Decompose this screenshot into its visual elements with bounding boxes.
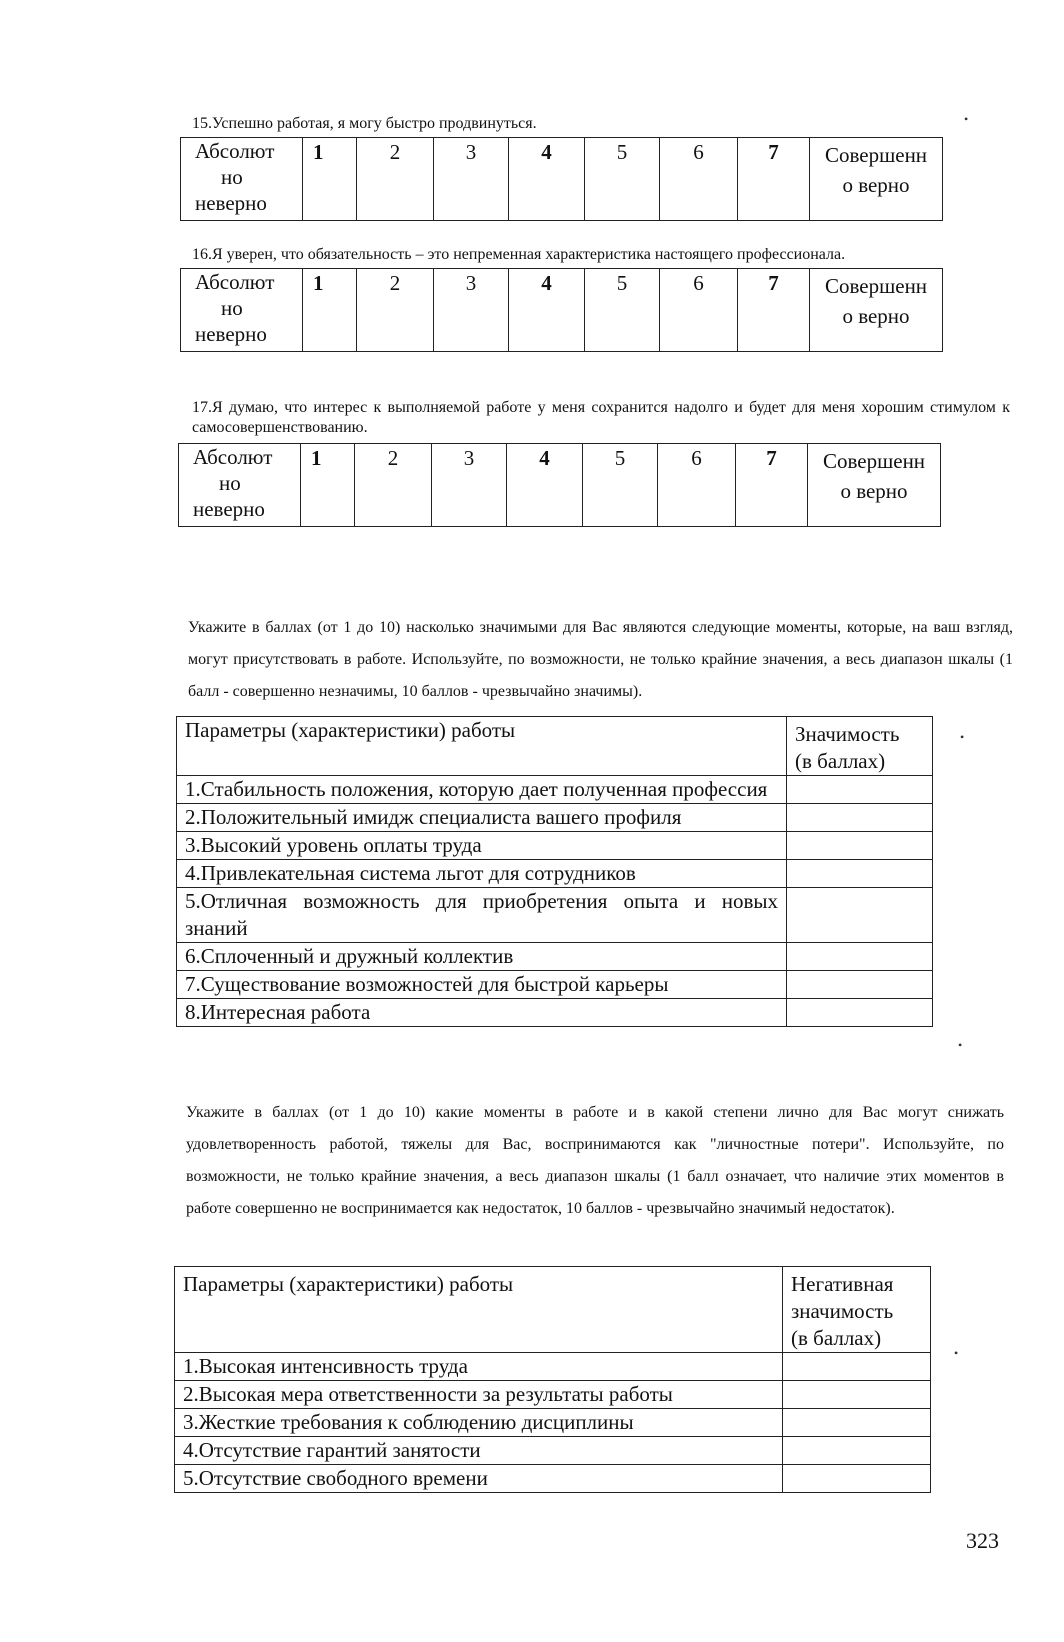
score-cell[interactable] [787,804,933,832]
scale-option-1[interactable]: 1 [303,138,357,221]
score-cell[interactable] [787,999,933,1027]
table-row [175,1437,931,1465]
scale-left-label: Абсолют но неверно [181,138,303,221]
scan-speck: • [958,1038,963,1052]
scan-speck: • [960,730,965,744]
scale-option-1[interactable]: 1 [303,269,357,352]
scale-right-label: Совершенн о верно [808,444,941,527]
scale-option-7[interactable]: 7 [738,138,810,221]
row-label: 6.Сплоченный и дружный коллектив [177,943,787,971]
table-row [175,1465,931,1493]
likert-table-15 [180,137,943,221]
section1-instruction: Укажите в баллах (от 1 до 10) насколько значимыми для Вас являются следующие моменты, которые, на ваш взгляд, могут присутствовать в работе. Используйте, по возможности, не только крайние значения, а весь диапазон шкалы (1 балл - совершенно незначимы, 10 баллов - чрезвычайно значимы). [188,619,1013,700]
table-row [177,804,933,832]
table-row [175,1381,931,1409]
scale-option-7[interactable]: 7 [738,269,810,352]
row-label: 5.Отсутствие свободного времени [175,1465,783,1493]
significance-table [176,716,933,1027]
scale-right-label: Совершенн о верно [810,269,943,352]
column-header-negative-significance: Негативная значимость (в баллах) [783,1267,931,1353]
scale-right-label: Совершенн о верно [810,138,943,221]
scale-option-4[interactable]: 4 [509,269,585,352]
section2-instruction: Укажите в баллах (от 1 до 10) какие моменты в работе и в какой степени лично для Вас могут снижать удовлетворенность работой, тяжелы для Вас, воспринимаются как "личностные потери". Используйте, по возможности, не только крайние значения, а весь диапазон шкалы (1 балл означает, что наличие этих моментов в работе совершенно не воспринимается как недостаток, 10 баллов - чрезвычайно значимый недостаток). [186,1104,1004,1217]
scale-left-label: Абсолют но неверно [179,444,301,527]
score-cell[interactable] [787,832,933,860]
scale-option-6[interactable]: 6 [658,444,736,527]
score-cell[interactable] [787,888,933,943]
column-header-significance: Значимость (в баллах) [787,717,933,776]
row-label: 1.Высокая интенсивность труда [175,1353,783,1381]
likert-table-16 [180,268,943,352]
row-label: 4.Привлекательная система льгот для сотрудников [177,860,787,888]
score-cell[interactable] [787,971,933,999]
negative-significance-table [174,1266,931,1493]
scale-option-5[interactable]: 5 [583,444,658,527]
scale-option-6[interactable]: 6 [660,138,738,221]
scale-option-3[interactable]: 3 [432,444,507,527]
score-cell[interactable] [787,860,933,888]
table-row [177,776,933,804]
row-label: 3.Высокий уровень оплаты труда [177,832,787,860]
table-row [177,832,933,860]
score-cell[interactable] [783,1381,931,1409]
table-row [177,888,933,943]
row-label: 1.Стабильность положения, которую дает полученная профессия [177,776,787,804]
scale-left-label: Абсолют но неверно [181,269,303,352]
scale-option-5[interactable]: 5 [585,269,660,352]
row-label: 4.Отсутствие гарантий занятости [175,1437,783,1465]
scale-option-2[interactable]: 2 [357,269,434,352]
table-row [177,860,933,888]
table-row [175,1409,931,1437]
question-16-title: 16.Я уверен, что обязательность – это непременная характеристика настоящего профессионала. [192,246,846,263]
table-header-row [177,717,933,776]
row-label: 2.Высокая мера ответственности за результаты работы [175,1381,783,1409]
scale-option-3[interactable]: 3 [434,138,509,221]
scan-speck: • [964,112,969,126]
row-label: 8.Интересная работа [177,999,787,1027]
score-cell[interactable] [787,943,933,971]
column-header-parameters: Параметры (характеристики) работы [175,1267,783,1353]
scan-speck: • [954,1346,959,1360]
scale-option-5[interactable]: 5 [585,138,660,221]
score-cell[interactable] [783,1353,931,1381]
scale-option-3[interactable]: 3 [434,269,509,352]
scale-option-4[interactable]: 4 [509,138,585,221]
score-cell[interactable] [783,1465,931,1493]
column-header-parameters: Параметры (характеристики) работы [177,717,787,776]
scale-option-7[interactable]: 7 [736,444,808,527]
scale-option-2[interactable]: 2 [355,444,432,527]
table-row [177,971,933,999]
question-17-title: 17.Я думаю, что интерес к выполняемой работе у меня сохранится надолго и будет для меня хорошим стимулом к самосовершенствованию. [192,399,1010,436]
row-label: 7.Существование возможностей для быстрой карьеры [177,971,787,999]
question-15-title: 15.Успешно работая, я могу быстро продвинуться. [192,115,537,132]
likert-table-17 [178,443,941,527]
score-cell[interactable] [787,776,933,804]
page-number: 323 [966,1528,999,1553]
score-cell[interactable] [783,1437,931,1465]
table-header-row [175,1267,931,1353]
scale-option-4[interactable]: 4 [507,444,583,527]
scale-option-2[interactable]: 2 [357,138,434,221]
table-row [177,999,933,1027]
scale-option-6[interactable]: 6 [660,269,738,352]
row-label: 3.Жесткие требования к соблюдению дисциплины [175,1409,783,1437]
score-cell[interactable] [783,1409,931,1437]
row-label: 5.Отличная возможность для приобретения опыта и новых знаний [177,888,787,943]
row-label: 2.Положительный имидж специалиста вашего профиля [177,804,787,832]
table-row [177,943,933,971]
scale-option-1[interactable]: 1 [301,444,355,527]
table-row [175,1353,931,1381]
